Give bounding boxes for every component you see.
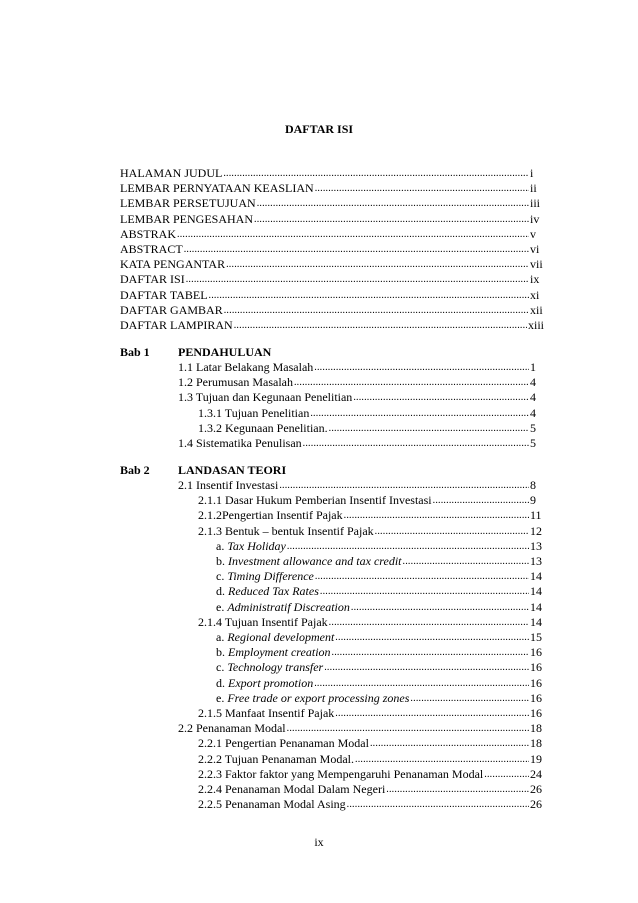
toc-entry-prefix: a.: [216, 538, 228, 553]
toc-entry: [216, 600, 544, 615]
toc-entry-label: [178, 360, 313, 375]
toc-page-number: iv: [530, 211, 540, 226]
toc-entry-label: ABSTRACT: [120, 242, 183, 256]
toc-page-number: 16: [530, 660, 542, 675]
toc-entry: [120, 303, 544, 318]
toc-entry-label: [198, 421, 328, 436]
toc-entry-label: [198, 524, 374, 539]
toc-entry-label: [178, 436, 302, 451]
toc-entry-label: ABSTRAK: [120, 226, 177, 241]
toc-entry-prefix: 2.1 Insentif Investasi: [178, 478, 279, 492]
dot-leader: [329, 615, 529, 630]
dot-leader: [315, 181, 529, 196]
dot-leader: [324, 660, 529, 675]
toc-entry-prefix: a.: [216, 630, 228, 644]
toc-page-number: 5: [530, 436, 536, 450]
toc-entry-prefix: 1.2 Perumusan Masalah: [178, 375, 293, 390]
dot-leader: [351, 600, 529, 615]
toc-page-number: ii: [530, 181, 537, 196]
toc-page-number: 24: [530, 766, 542, 781]
toc-entry-label: LEMBAR PENGESAHAN: [120, 211, 254, 226]
toc-page-number: xiii: [527, 318, 544, 332]
dot-leader: [335, 630, 529, 645]
dot-leader: [314, 676, 529, 691]
dot-leader: [335, 706, 529, 721]
toc-entry-prefix: 1.3 Tujuan dan Kegunaan Penelitian: [178, 390, 353, 405]
toc-entry: [216, 539, 544, 554]
dot-leader: [279, 478, 529, 493]
toc-entry: [178, 390, 544, 405]
toc-entry-prefix: d.: [216, 584, 228, 599]
toc-entry-prefix: 1.3.2 Kegunaan Penelitian.: [198, 420, 328, 435]
toc-entry-label: HALAMAN JUDUL: [120, 166, 223, 180]
toc-entry: [120, 272, 544, 287]
toc-entry-label: [216, 600, 350, 615]
toc-entry-prefix: 2.2.2 Tujuan Penanaman Modal.: [198, 751, 354, 766]
toc-page-number: 14: [530, 614, 542, 629]
toc-entry-label: [216, 691, 409, 706]
dot-leader: [257, 196, 529, 211]
toc-entry: [178, 478, 544, 493]
toc-entry-prefix: 2.2.3 Faktor faktor yang Mempengaruhi Penanaman Modal: [198, 766, 484, 781]
toc-page-number: 18: [530, 721, 542, 736]
toc-entry: [216, 554, 544, 569]
toc-entry-italic-title: Reduced Tax Rates: [228, 584, 319, 599]
toc-page-number: 8: [530, 478, 536, 492]
toc-entry-label: LEMBAR PERSETUJUAN: [120, 196, 256, 211]
toc-entry-label: LEMBAR PERNYATAAN KEASLIAN: [120, 181, 314, 196]
toc-page-number: 13: [530, 538, 542, 553]
toc-entry-prefix: e.: [216, 599, 228, 614]
toc-page-number: 11: [530, 508, 542, 523]
toc-page-number: 16: [530, 675, 542, 690]
toc-entry-label: [216, 630, 334, 645]
dot-leader: [287, 721, 529, 736]
dot-leader: [355, 752, 529, 767]
toc-entry: [198, 406, 544, 421]
toc-entry-label: [198, 508, 343, 523]
toc-entry-label: [178, 478, 278, 493]
toc-page-number: 4: [530, 390, 536, 405]
toc-entry-italic-title: Export promotion: [228, 675, 314, 690]
toc-entry: [216, 660, 544, 675]
toc-entry-label: DAFTAR ISI: [120, 272, 185, 287]
toc-entry-label: [198, 493, 432, 508]
toc-page-number: v: [530, 226, 536, 241]
page-title: DAFTAR ISI: [284, 122, 354, 136]
dot-leader: [310, 406, 529, 421]
toc-page-number: 4: [530, 405, 536, 420]
toc-entry-label: [198, 767, 483, 782]
toc-page-number: 14: [530, 599, 542, 614]
dot-leader: [224, 303, 529, 318]
toc-entry: [198, 508, 544, 523]
dot-leader: [234, 318, 527, 333]
toc-entry-italic-title: Administratif Discreation: [227, 599, 350, 614]
toc-entry: [178, 721, 544, 736]
dot-leader: [410, 691, 529, 706]
toc-entry-prefix: 2.1.4 Tujuan Insentif Pajak: [198, 614, 328, 629]
toc-entry-prefix: 2.1.3 Bentuk – bentuk Insentif Pajak: [198, 523, 374, 538]
toc-entry: [198, 493, 544, 508]
toc-entry-prefix: 2.2.4 Penanaman Modal Dalam Negeri: [198, 782, 386, 796]
dot-leader: [403, 554, 529, 569]
toc-entry-label: [216, 676, 313, 691]
dot-leader: [375, 524, 529, 539]
toc-page-number: 14: [530, 569, 542, 584]
dot-leader: [209, 288, 529, 303]
toc-entry: [120, 196, 544, 211]
toc-entry: [120, 166, 544, 181]
toc-entry-prefix: c.: [216, 660, 228, 675]
toc-entry-prefix: b.: [216, 645, 228, 660]
chapter-name: LANDASAN TEORI: [178, 463, 287, 477]
toc-page-number: vii: [530, 257, 543, 272]
toc-entry-italic-title: Technology transfer: [227, 660, 324, 675]
toc-entry-prefix: 2.1.5 Manfaat Insentif Pajak: [198, 706, 335, 720]
toc-entry: [198, 524, 544, 539]
toc-page-number: 26: [530, 782, 542, 796]
dot-leader: [254, 212, 529, 227]
toc-entry-label: DAFTAR LAMPIRAN: [120, 318, 233, 332]
dot-leader: [344, 508, 529, 523]
toc-entry-label: [216, 569, 314, 584]
toc-page-number: 12: [530, 523, 542, 538]
dot-leader: [329, 421, 529, 436]
dot-leader: [303, 436, 529, 451]
dot-leader: [386, 782, 529, 797]
toc-entry: [216, 676, 544, 691]
toc-page-number: vi: [530, 242, 540, 256]
toc-entry-label: [178, 721, 286, 736]
toc-entry-italic-title: Tax Holiday: [227, 538, 286, 553]
toc-entry-prefix: c.: [216, 569, 228, 584]
toc-page-number: ix: [530, 272, 540, 287]
dot-leader: [433, 493, 529, 508]
toc-entry-prefix: b.: [216, 554, 228, 568]
toc-page-number: 15: [530, 630, 542, 644]
toc-entry-label: [178, 390, 352, 405]
toc-page-number: 4: [530, 375, 536, 390]
toc-entry-prefix: 2.2.5 Penanaman Modal Asing: [198, 797, 346, 812]
dot-leader: [177, 227, 529, 242]
toc-entry-label: [178, 375, 293, 390]
dot-leader: [484, 767, 529, 782]
toc-entry: [216, 645, 544, 660]
toc-entry-italic-title: Employment creation: [228, 645, 331, 660]
dot-leader: [223, 166, 529, 181]
toc-page-number: 16: [530, 645, 542, 660]
toc-entry-prefix: e.: [216, 690, 228, 705]
toc-entry: [178, 436, 544, 451]
toc-entry: [198, 615, 544, 630]
toc-entry-label: [216, 554, 402, 569]
toc-entry-italic-title: Timing Difference: [227, 569, 314, 584]
dot-leader: [347, 797, 529, 812]
toc-entry: [120, 212, 544, 227]
toc-entry: [120, 181, 544, 196]
toc-entry-label: [198, 782, 385, 797]
toc-entry-prefix: 2.2 Penanaman Modal: [178, 721, 286, 736]
toc-entry: [120, 318, 544, 333]
chapter-heading: [120, 462, 544, 478]
toc-page-number: 18: [530, 736, 542, 751]
toc-page-number: i: [530, 166, 534, 180]
toc-entry-label: [216, 539, 286, 554]
dot-leader: [294, 375, 529, 390]
dot-leader: [314, 360, 529, 375]
toc-page-number: 1: [530, 360, 536, 374]
toc-entry-label: [216, 660, 323, 675]
toc-entry: [198, 767, 544, 782]
toc-entry-prefix: 2.1.2Pengertian Insentif Pajak: [198, 508, 343, 523]
chapter-name: PENDAHULUAN: [178, 345, 272, 359]
chapter-number: Bab 1: [120, 345, 150, 359]
dot-leader: [186, 272, 529, 287]
dot-leader: [370, 736, 529, 751]
dot-leader: [184, 242, 529, 257]
toc-entry: [120, 288, 544, 303]
chapter-2-block: [120, 462, 544, 812]
page-number: ix: [314, 835, 324, 849]
toc-entry-label: [198, 406, 309, 421]
dot-leader: [226, 257, 529, 272]
toc-page-number: 16: [530, 706, 542, 720]
toc-entry: [216, 569, 544, 584]
toc-entry: [120, 242, 544, 257]
toc-page-number: 5: [530, 420, 536, 435]
toc-entry: [198, 421, 544, 436]
toc-entry-label: [198, 736, 369, 751]
chapter-1-block: [120, 344, 544, 454]
chapter-number: Bab 2: [120, 463, 150, 477]
toc-entry-label: [216, 645, 331, 660]
front-matter-list: [120, 166, 544, 336]
dot-leader: [315, 569, 529, 584]
toc-entry-italic-title: Regional development: [227, 630, 335, 644]
toc-entry: [216, 584, 544, 599]
toc-entry-prefix: d.: [216, 675, 228, 690]
toc-entry-italic-title: Investment allowance and tax credit: [228, 554, 402, 568]
toc-page-number: 9: [530, 493, 536, 508]
dot-leader: [287, 539, 529, 554]
toc-entry-prefix: 2.1.1 Dasar Hukum Pemberian Insentif Investasi: [198, 493, 432, 508]
chapter-heading: [120, 344, 544, 360]
toc-entry: [120, 257, 544, 272]
toc-entry: [178, 360, 544, 375]
toc-page-number: xi: [530, 287, 540, 302]
toc-entry: [216, 691, 544, 706]
dot-leader: [353, 390, 529, 405]
toc-entry-label: DAFTAR TABEL: [120, 287, 208, 302]
toc-page-number: iii: [530, 196, 541, 211]
dot-leader: [320, 584, 529, 599]
toc-page-number: xii: [530, 302, 543, 317]
toc-entry-prefix: 1.4 Sistematika Penulisan: [178, 436, 302, 450]
toc-entry-label: [216, 584, 319, 599]
toc-entry-prefix: 1.1 Latar Belakang Masalah: [178, 360, 314, 374]
toc-entry-label: DAFTAR GAMBAR: [120, 302, 223, 317]
toc-entry-label: [198, 706, 334, 721]
toc-page-number: 26: [530, 797, 542, 812]
toc-entry-prefix: 2.2.1 Pengertian Penanaman Modal: [198, 736, 369, 751]
toc-page-number: 13: [530, 554, 542, 568]
toc-entry: [198, 706, 544, 721]
toc-entry: [120, 227, 544, 242]
toc-entry-prefix: 1.3.1 Tujuan Penelitian: [198, 405, 310, 420]
toc-entry: [216, 630, 544, 645]
toc-entry-label: KATA PENGANTAR: [120, 257, 226, 272]
toc-entry: [178, 375, 544, 390]
toc-entry-italic-title: Free trade or export processing zones: [227, 690, 410, 705]
toc-entry: [198, 797, 544, 812]
toc-page-number: 16: [530, 690, 542, 705]
dot-leader: [332, 645, 529, 660]
toc-entry-label: [198, 797, 346, 812]
toc-entry: [198, 782, 544, 797]
toc-entry-label: [198, 615, 328, 630]
toc-page-number: 14: [530, 584, 542, 599]
toc-entry: [198, 736, 544, 751]
toc-entry: [198, 752, 544, 767]
toc-entry-label: [198, 752, 354, 767]
toc-page-number: 19: [530, 751, 542, 766]
